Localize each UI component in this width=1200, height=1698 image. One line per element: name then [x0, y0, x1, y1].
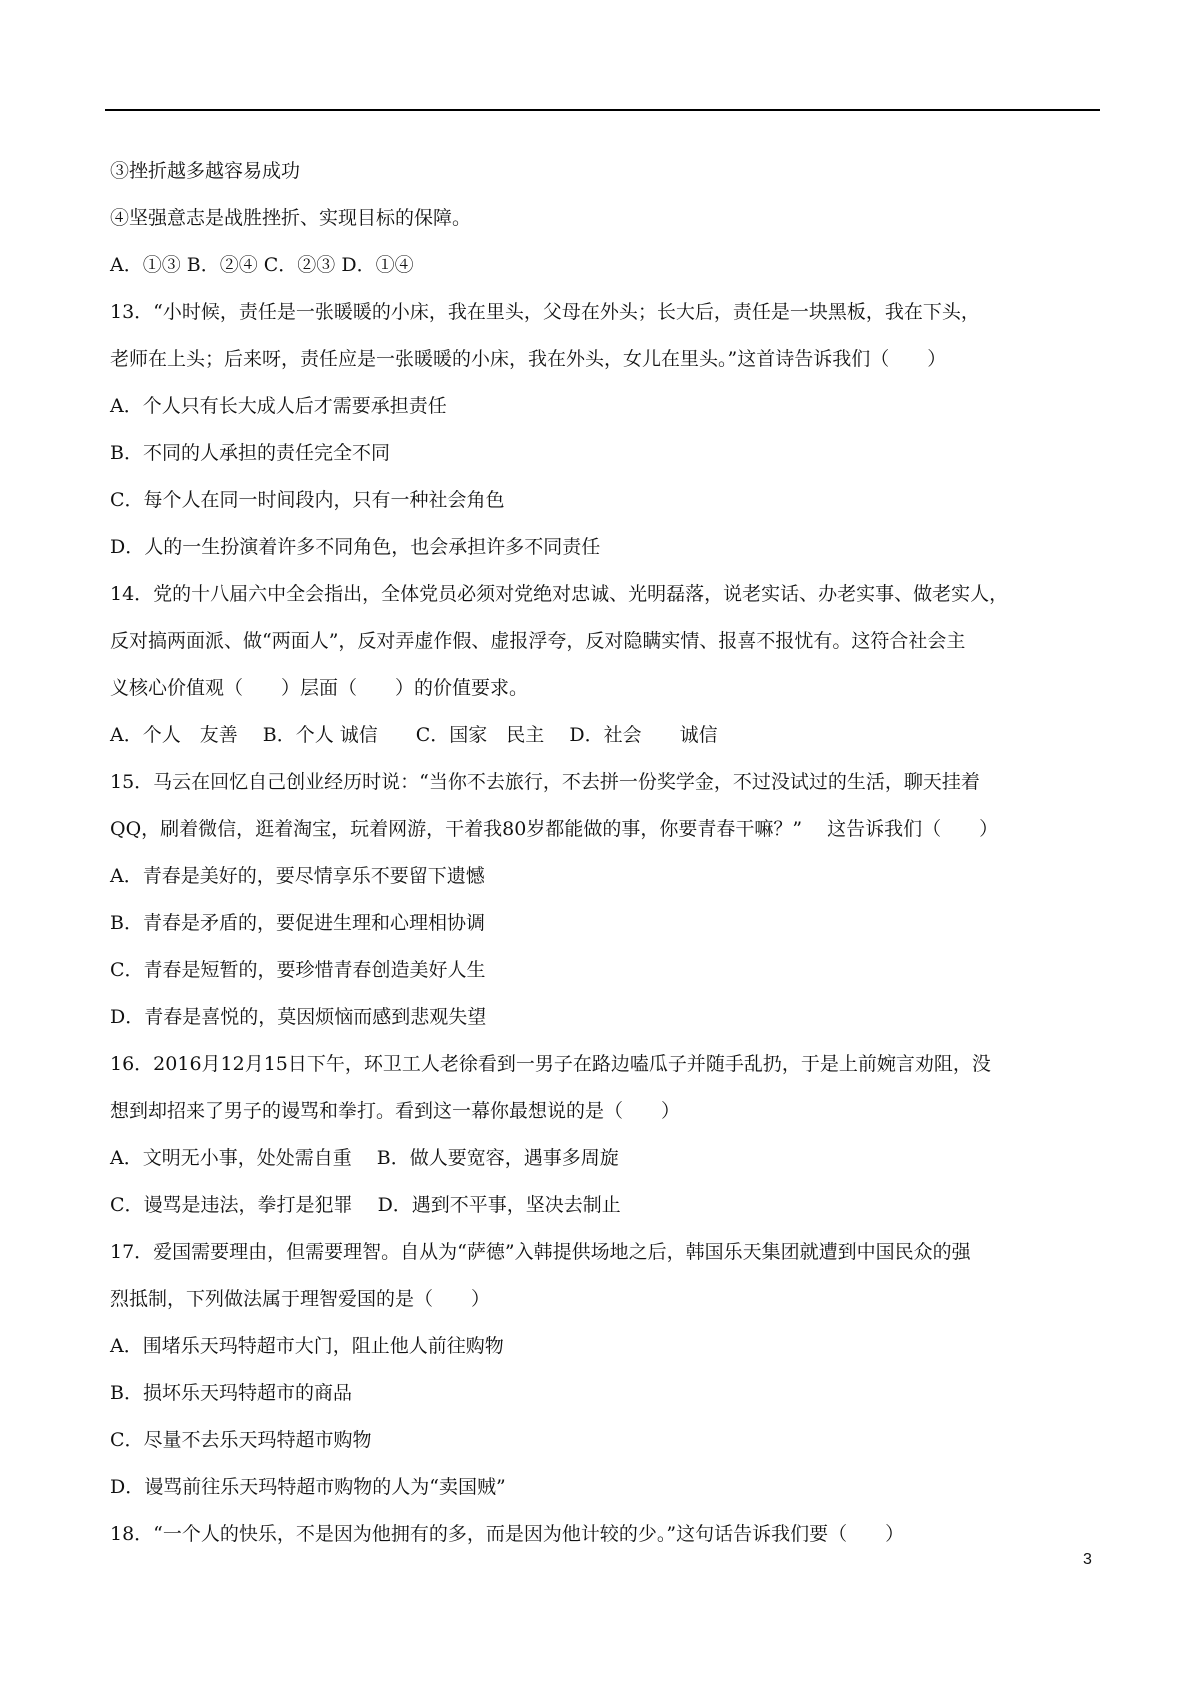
option-a: A．青春是美好的，要尽情享乐不要留下遗憾 — [110, 865, 485, 887]
text-line: ③挫折越多越容易成功 — [110, 160, 301, 182]
option-d: D．谩骂前往乐天玛特超市购物的人为“卖国贼” — [110, 1476, 506, 1498]
option-a: A．围堵乐天玛特超市大门，阻止他人前往购物 — [110, 1335, 504, 1357]
answer-options: A．个人 友善 B．个人 诚信 C．国家 民主 D．社会 诚信 — [110, 724, 718, 746]
option-c: C．尽量不去乐天玛特超市购物 — [110, 1429, 372, 1451]
question-16: 16．2016月12月15日下午，环卫工人老徐看到一男子在路边嗑瓜子并随手乱扔，于是上前婉言劝阻，没 — [110, 1053, 991, 1075]
text-line: ④坚强意志是战胜挫折、实现目标的保障。 — [110, 207, 472, 229]
document-body — [110, 148, 1100, 1558]
question-14: 14．党的十八届六中全会指出，全体党员必须对党绝对忠诚、光明磊落，说老实话、办老实事、做老实人， — [110, 583, 1009, 605]
question-17: 17．爱国需要理由，但需要理智。自从为“萨德”入韩提供场地之后，韩国乐天集团就遭到中国民众的强 — [110, 1241, 971, 1263]
option-c: C．青春是短暂的，要珍惜青春创造美好人生 — [110, 959, 486, 981]
header-rule — [105, 109, 1100, 111]
question-17-cont: 烈抵制，下列做法属于理智爱国的是（ ） — [110, 1288, 491, 1310]
question-13: 13．“小时候，责任是一张暖暖的小床，我在里头，父母在外头；长大后，责任是一块黑板，我在下头， — [110, 301, 980, 323]
option-a: A．个人只有长大成人后才需要承担责任 — [110, 395, 447, 417]
option-b: B．青春是矛盾的，要促进生理和心理相协调 — [110, 912, 485, 934]
question-14-cont: 反对搞两面派、做“两面人”，反对弄虚作假、虚报浮夸，反对隐瞒实情、报喜不报忧有。这符合社会主 — [110, 630, 966, 652]
question-15: 15．马云在回忆自己创业经历时说：“当你不去旅行，不去拼一份奖学金，不过没试过的生活，聊天挂着 — [110, 771, 980, 793]
option-c: C．每个人在同一时间段内，只有一种社会角色 — [110, 489, 505, 511]
question-16-cont: 想到却招来了男子的谩骂和拳打。看到这一幕你最想说的是（ ） — [110, 1100, 681, 1122]
question-18: 18．“一个人的快乐，不是因为他拥有的多，而是因为他计较的少。”这句话告诉我们要（ ） — [110, 1523, 905, 1545]
answer-options: C．谩骂是违法，拳打是犯罪 D．遇到不平事，坚决去制止 — [110, 1194, 621, 1216]
question-15-cont: QQ，刷着微信，逛着淘宝，玩着网游，干着我80岁都能做的事，你要青春干嘛？” 这告诉我们（ ） — [110, 818, 999, 840]
question-13-cont: 老师在上头；后来呀，责任应是一张暖暖的小床，我在外头，女儿在里头。”这首诗告诉我们（ ） — [110, 348, 947, 370]
option-b: B．不同的人承担的责任完全不同 — [110, 442, 390, 464]
option-b: B．损坏乐天玛特超市的商品 — [110, 1382, 352, 1404]
question-14-cont: 义核心价值观（ ）层面（ ）的价值要求。 — [110, 677, 529, 699]
answer-options: A．①③ B．②④ C．②③ D．①④ — [110, 254, 414, 276]
option-d: D．青春是喜悦的，莫因烦恼而感到悲观失望 — [110, 1006, 487, 1028]
option-d: D．人的一生扮演着许多不同角色，也会承担许多不同责任 — [110, 536, 601, 558]
page-number: 3 — [1083, 1551, 1092, 1568]
answer-options: A．文明无小事，处处需自重 B．做人要宽容，遇事多周旋 — [110, 1147, 619, 1169]
